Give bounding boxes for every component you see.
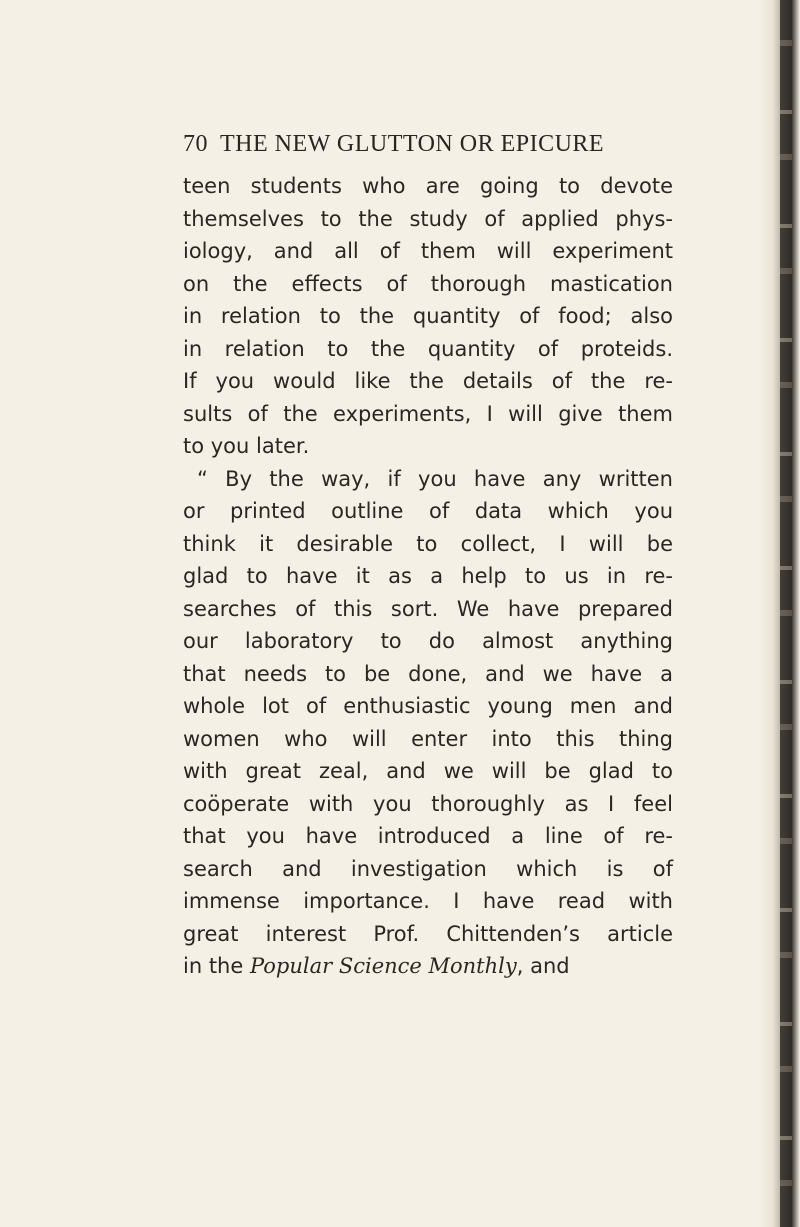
running-title: THE NEW GLUTTON OR EPICURE [220, 131, 605, 157]
text-line: themselves to the study of applied phys- [183, 206, 673, 231]
text-line: our laboratory to do almost anything [183, 629, 673, 653]
text-line: in relation to the quantity of food; also [183, 304, 673, 328]
text-line: that needs to be done, and we have a [183, 661, 673, 686]
text-line: think it desirable to collect, I will be [183, 531, 673, 556]
binding-edge [780, 0, 792, 1227]
page-number: 70 [183, 131, 208, 157]
text-line: immense importance. I have read with [183, 889, 673, 913]
text-line: searches of this sort. We have prepared [183, 596, 673, 621]
text-line: “ By the way, if you have any written [197, 466, 673, 491]
text-line: iology, and all of them will experiment [183, 239, 673, 263]
final-line-suffix: , and [516, 954, 570, 978]
text-line: glad to have it as a help to us in re- [183, 564, 673, 588]
text-line: to you later. [183, 434, 310, 458]
text-line: women who will enter into this thing [183, 726, 673, 751]
text-line-final [183, 950, 673, 983]
body-text [183, 170, 673, 983]
text-line: teen students who are going to devote [183, 174, 673, 198]
text-line: whole lot of enthusiastic young men and [183, 694, 673, 718]
page-edge-shadow [758, 0, 800, 1227]
text-line: great interest Prof. Chittenden’s article [183, 921, 673, 946]
text-line: coöperate with you thoroughly as I feel [183, 791, 673, 816]
text-line: on the effects of thorough mastication [183, 271, 673, 296]
text-line: search and investigation which is of [183, 856, 673, 881]
text-line: that you have introduced a line of re- [183, 824, 673, 848]
text-line: in relation to the quantity of proteids. [183, 336, 673, 361]
final-line-prefix: in the [183, 954, 244, 978]
running-header [183, 131, 604, 158]
text-line: sults of the experiments, I will give them [183, 401, 673, 426]
journal-title: Popular Science Monthly [249, 954, 517, 978]
text-line: If you would like the details of the re- [183, 369, 673, 393]
text-line: with great zeal, and we will be glad to [183, 759, 673, 783]
text-line: or printed outline of data which you [183, 499, 673, 523]
